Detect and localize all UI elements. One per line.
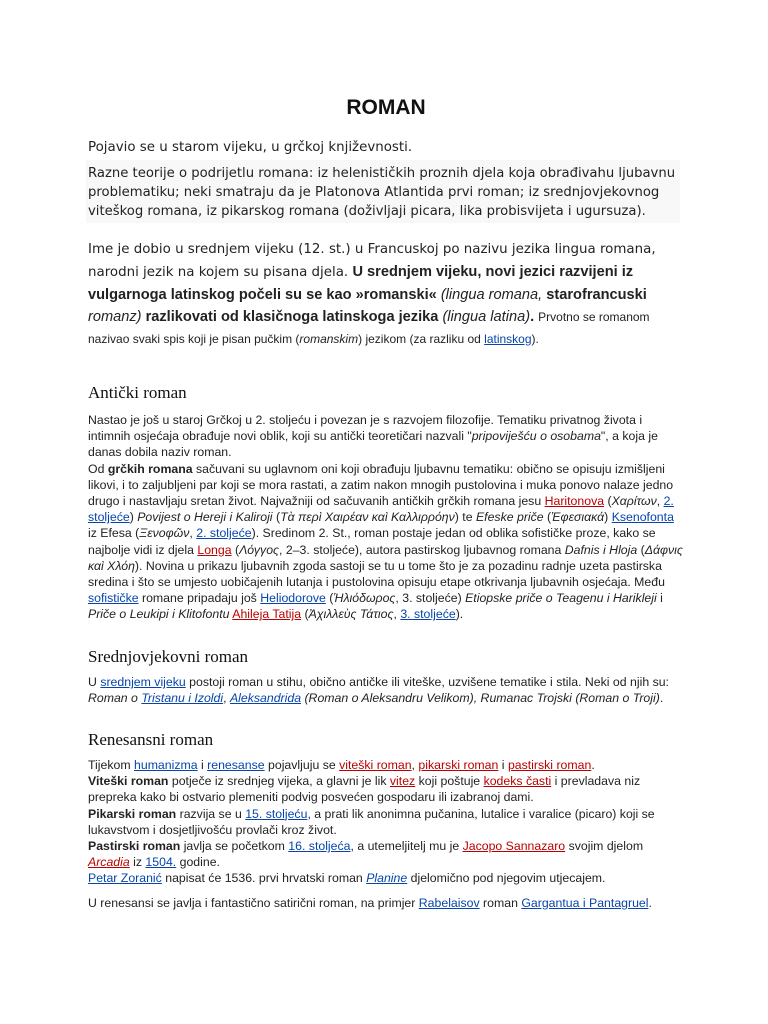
link-latinskog[interactable]: latinskog [484, 332, 532, 346]
text: iz [129, 855, 146, 870]
text: . [659, 691, 664, 706]
text: ) te [454, 510, 476, 525]
link-heliodorove[interactable]: Heliodorove [260, 591, 326, 606]
text-italic: Efeske priče [475, 510, 544, 525]
link-tristanu-i-izoldi[interactable]: Tristanu i Izoldi [141, 691, 224, 706]
text: , [411, 758, 419, 772]
origin-italic-2: romanz) [88, 309, 142, 325]
link-vitez[interactable]: vitez [389, 774, 416, 789]
text: roman [479, 895, 522, 910]
text: razvija se u [176, 806, 246, 821]
text: U [88, 675, 101, 689]
link-viteski-roman[interactable]: viteški roman [339, 758, 412, 772]
text: ) [604, 510, 612, 525]
text-greek: Ξενοφῶν [139, 526, 190, 541]
text: svojim djelom [565, 839, 644, 854]
heading-renesansni-roman: Renesansni roman [88, 730, 214, 749]
section-srednjovjekovni [88, 674, 684, 706]
text: postoji roman u stihu, obično antičke ili viteške, uzvišene tematike i stila. Neki od njih su: [185, 675, 669, 689]
text: iz Efesa ( [88, 526, 140, 541]
text: Nastao je još u staroj Grčkoj u 2. stoljeću i povezan je s razvojem filozofije. Tematiku privatnog života i intimnih osjećaja obrađuje novi oblik, koji su antički teoretičari nazvali " [88, 413, 643, 444]
text-italic: Priče o Leukipi i Klitofontu [88, 607, 230, 622]
link-2-stoljece-b[interactable]: 2. stoljeće [196, 526, 252, 541]
origin-italic-1: (lingua romana, [440, 287, 543, 303]
text-italic: pripoviješću o osobama [471, 429, 601, 444]
text: potječe iz srednjeg vijeka, a glavni je lik [168, 774, 390, 789]
text: pojavljuju se [264, 758, 340, 772]
text: Od [88, 461, 108, 476]
text-bold: grčkih romana [107, 461, 193, 476]
text: ). Sredinom 2. St., roman postaje jedan od oblika sofističke proze, kako se najbolje vidi iz djela [88, 526, 656, 557]
link-humanizma[interactable]: humanizma [134, 758, 198, 772]
text-italic: Roman o [88, 691, 142, 706]
text-italic: Povijest o Hereji i Kaliroji [137, 510, 273, 525]
heading-srednjovjekovni-roman: Srednjovjekovni roman [88, 647, 249, 666]
text-italic: (Roman o Aleksandru Velikom), Rumanac Trojski (Roman o Troji) [301, 691, 660, 706]
text-greek: Ἐφεσιακά [551, 510, 605, 525]
link-sofisticke[interactable]: sofističke [88, 591, 139, 606]
origin-small-3: ). [531, 332, 539, 346]
text: , [656, 494, 664, 509]
link-planine[interactable]: Planine [366, 871, 408, 886]
page-title: ROMAN [346, 96, 426, 119]
text: i [197, 758, 208, 772]
link-arcadia[interactable]: Arcadia [88, 855, 130, 870]
link-rabelaisov[interactable]: Rabelaisov [418, 895, 480, 910]
text: napisat će 1536. prvi hrvatski roman [161, 871, 367, 886]
text-greek: Λόγγος [239, 542, 280, 557]
text: ( [325, 591, 334, 606]
text-bold: Pikarski roman [88, 806, 177, 821]
origin-text: Ime je dobio u srednjem vijeku (12. st.) u Francuskoj po nazivu jezika lingua romana, narodni jezik na kojem su pisana djela. [88, 242, 656, 280]
text: ). Novina u prikazu ljubavnih zgoda sastoji se tu u tome što je za pozadinu radnje uzeta pastirska sredina i što se umjesto uobičajenih lutanja i pustolovina opisuju etape otkrivanja ljubavnih osjećaja. Među [88, 558, 665, 590]
link-15-stoljecu[interactable]: 15. stoljeću [245, 806, 308, 821]
text: koji poštuje [415, 774, 484, 789]
link-kodeks-casti[interactable]: kodeks časti [483, 774, 552, 789]
text: ( [637, 542, 645, 557]
link-aleksandrida[interactable]: Aleksandrida [229, 691, 302, 706]
origin-small-italic: romanskim [299, 332, 359, 346]
origin-bold-1: U srednjem vijeku, novi jezici razvijeni iz vulgarnoga latinskog počeli su se kao »romanski« [88, 264, 634, 303]
link-16-stoljeca[interactable]: 16. stoljeća [288, 839, 351, 854]
text: i [498, 758, 508, 772]
origin-bold-4: . [530, 309, 539, 325]
text: , 3. stoljeće) [395, 591, 466, 606]
section-anticki [88, 412, 684, 623]
link-ahileja-tatija[interactable]: Ahileja Tatija [232, 607, 302, 622]
link-jacopo-sannazaro[interactable]: Jacopo Sannazaro [462, 839, 566, 854]
link-petar-zoranic[interactable]: Petar Zoranić [88, 871, 162, 886]
link-pikarski-roman[interactable]: pikarski roman [418, 758, 499, 772]
text-italic: Dafnis i Hloja [564, 542, 638, 557]
text-bold: Viteški roman [88, 774, 169, 789]
text: sačuvani su uglavnom oni koji obrađuju ljubavnu tematiku: obično se opisuju izmišljeni likovi, i to zaljubljeni par koji se mora rastati, a zatim nakon mnogih pustolovina i muka ponovo nalaze jedno drugo i nastavljaju sretan život. Najvažniji od sačuvanih antičkih grčkih romana jesu [88, 461, 674, 509]
section-renesansni [88, 757, 684, 911]
text: i prevladava niz prepreka kako bi ostvario plemeniti podvig posvećen gospodaru ili izabranoj dami. [88, 774, 641, 805]
origin-italic-3: (lingua latina) [442, 309, 531, 325]
link-2-stoljece[interactable]: 2. stoljeće [88, 494, 674, 525]
text: ", a koja je danas dobila naziv roman. [88, 429, 658, 460]
link-srednjem-vijeku[interactable]: srednjem vijeku [100, 675, 186, 689]
text: djelomično pod njegovim utjecajem. [407, 871, 606, 886]
origin-small-1: Prvotno se romanom nazivao svaki spis koji je pisan pučkim ( [88, 310, 650, 346]
link-longa[interactable]: Longa [197, 542, 232, 557]
text-greek: Δάφνις καὶ Χλόη [88, 542, 683, 573]
text: , [189, 526, 197, 541]
link-haritonova[interactable]: Haritonova [544, 494, 605, 509]
text: , 2–3. stoljeće), autora pastirskog ljubavnog romana [279, 542, 565, 557]
link-gargantua-i-pantagruel[interactable]: Gargantua i Pantagruel [521, 895, 649, 910]
fantasy-paragraph [88, 895, 684, 911]
text: , [393, 607, 401, 622]
text: ( [604, 494, 612, 509]
intro-paragraph: Pojavio se u starom vijeku, u grčkoj književnosti. [88, 140, 413, 155]
text-greek: Ἀχιλλεὺς Τάτιος [308, 607, 394, 622]
origin-bold-2: starofrancuski [542, 287, 647, 303]
link-pastirski-roman[interactable]: pastirski roman [507, 758, 592, 772]
text-greek: Ἡλιόδωρος [333, 591, 396, 606]
text: godine. [176, 855, 220, 870]
theories-box: Razne teorije o podrijetlu romana: iz helenističkih proznih djela koja obrađivahu ljubavnu problematiku; neki smatraju da je Platonova Atlantida prvi roman; iz srednjovjekovnog viteškog romana, iz pikarskog romana (doživljaji picara, lika probisvijeta i ugursuza). [86, 160, 680, 223]
text: romane pripadaju još [138, 591, 261, 606]
text: U renesansi se javlja i fantastično satirični roman, na primjer [88, 895, 419, 910]
text: javlja se početkom [180, 839, 289, 854]
text: ( [272, 510, 281, 525]
text: Tijekom [88, 758, 135, 772]
link-1504[interactable]: 1504. [145, 855, 177, 870]
link-renesanse[interactable]: renesanse [207, 758, 265, 772]
text-greek: Χαρίτων [611, 494, 657, 509]
text: ). [455, 607, 464, 622]
origin-paragraph [88, 238, 684, 350]
link-ksenofonta[interactable]: Ksenofonta [611, 510, 674, 525]
text: , a prati lik anonimna pučanina, lutalice i varalice (picaro) koji se lukavstvom i dosjetljivošću provlači kroz život. [88, 806, 655, 837]
text: ( [301, 607, 309, 622]
text-bold: Pastirski roman [88, 839, 181, 854]
text: . [648, 895, 652, 910]
origin-bold-3: razlikovati od klasičnoga latinskoga jezika [141, 309, 443, 325]
text: ) [129, 510, 138, 525]
text: i [656, 591, 663, 606]
text: ( [543, 510, 552, 525]
text: ( [231, 542, 240, 557]
heading-anticki-roman: Antički roman [88, 383, 187, 402]
text-greek: Τὰ περὶ Χαιρέαν καὶ Καλλιρρόην [280, 510, 455, 525]
text: , a utemeljitelj mu je [350, 839, 463, 854]
origin-small-2: ) jezikom (za razliku od [358, 332, 485, 346]
link-3-stoljece[interactable]: 3. stoljeće [400, 607, 456, 622]
text: , [223, 691, 230, 706]
text-italic: Etiopske priče o Teagenu i Harikleji [465, 591, 657, 606]
text: . [591, 758, 595, 772]
